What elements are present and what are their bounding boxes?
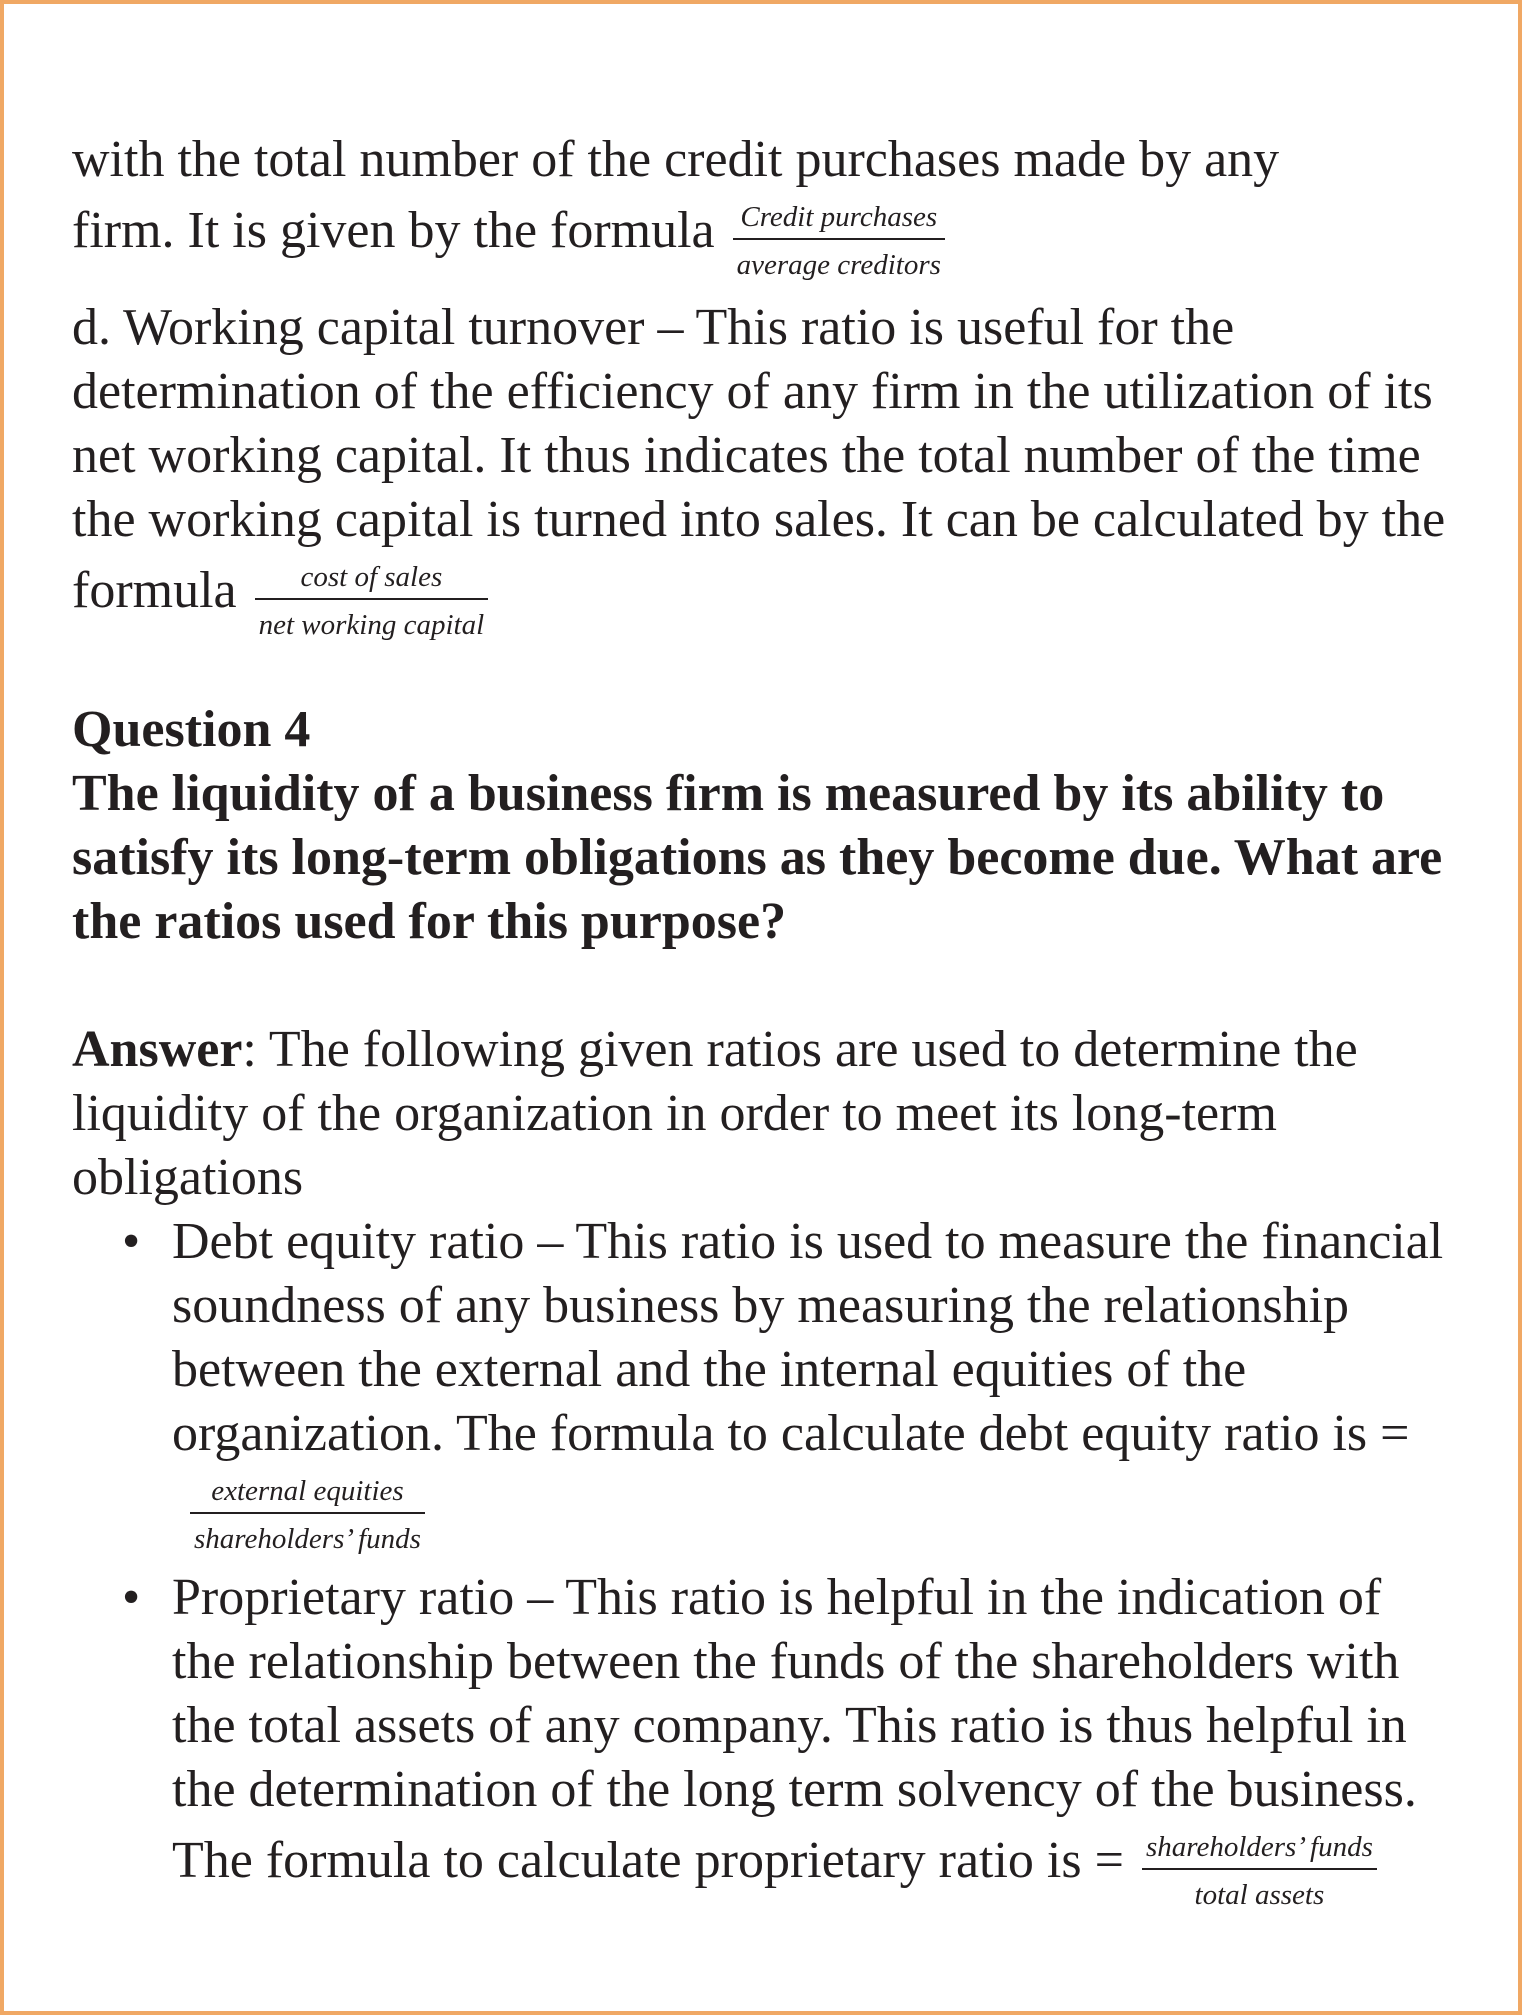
formula-numerator: external equities [190,1472,425,1514]
list-item [72,1566,1452,1911]
list-item-text: Proprietary ratio – This ratio is helpful in the indication of the relationship between the funds of the shareholders with the total assets of any company. This ratio is thus helpful in the determination of the long term solvency of the business. The formula to calculate proprietary ratio is = [172,1569,1417,1889]
formula-denominator: shareholders’ funds [194,1523,421,1555]
paragraph-working-capital-turnover [72,296,1452,641]
formula-working-capital-turnover [255,558,489,644]
answer-paragraph [72,1018,1452,1210]
bullet-icon: • [122,1213,141,1270]
list-item [72,1210,1452,1555]
formula-numerator: shareholders’ funds [1142,1828,1377,1870]
formula-proprietary [1142,1828,1377,1914]
formula-numerator: cost of sales [255,558,489,600]
ratio-list [72,1210,1452,1911]
formula-debt-equity [190,1472,425,1558]
paragraph-text: with the total number of the credit purchases made by any firm. It is given by the formula [72,131,1280,259]
question-heading: Question 4 [72,701,311,758]
formula-numerator: Credit purchases [733,198,945,240]
paragraph-credit-purchases [72,128,1382,281]
list-item-text: Debt equity ratio – This ratio is used to measure the financial soundness of any business by measuring the relationship between the external and the internal equities of the organization. The formula to calculate debt equity ratio is = [172,1213,1444,1462]
page-content [72,128,1452,1911]
answer-label: Answer [72,1021,243,1078]
formula-denominator: net working capital [258,609,485,641]
bullet-icon: • [122,1569,141,1626]
formula-creditors-turnover [733,198,945,284]
formula-denominator: total assets [1194,1879,1325,1911]
question-text: The liquidity of a business firm is measured by its ability to satisfy its long-term obligations as they become due. What are the ratios used for this purpose? [72,765,1443,950]
formula-denominator: average creditors [736,249,941,281]
answer-text: : The following given ratios are used to determine the liquidity of the organization in order to meet its long-term obligations [72,1021,1358,1206]
paragraph-text: d. Working capital turnover – This ratio is useful for the determination of the efficiency of any firm in the utilization of its net working capital. It thus indicates the total number of the time the working capital is turned into sales. It can be calculated by the formula [72,299,1446,619]
